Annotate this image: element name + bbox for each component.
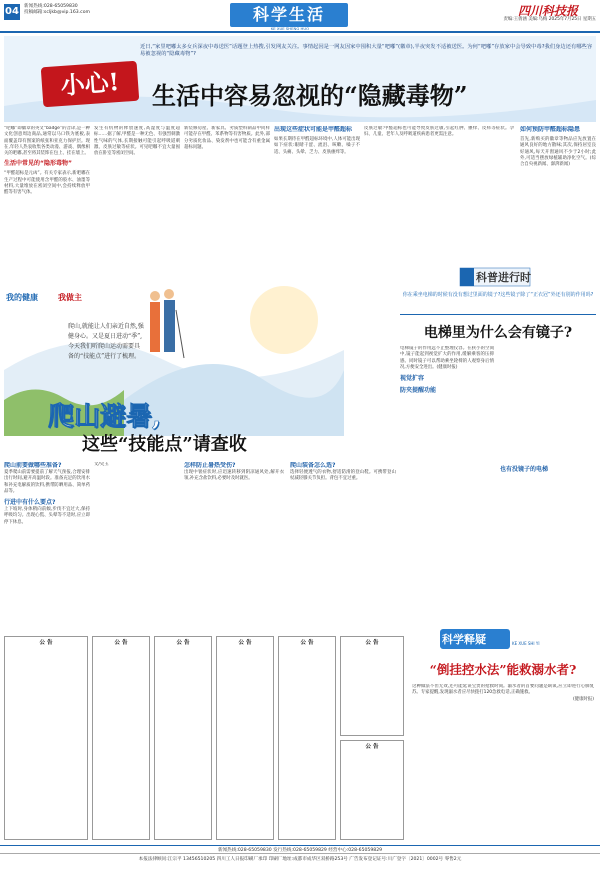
warning-badge: 小心!: [41, 61, 140, 108]
news-hotline: 新闻热线:028-65059830: [24, 4, 78, 9]
science-explain-body: [412, 684, 594, 794]
subhead-heat: 怎样防止暑热受伤?: [184, 462, 236, 469]
hiking-title: 爬山避暑,: [48, 402, 162, 432]
lead-column-3: [184, 126, 270, 276]
notice-title: 公 告: [39, 640, 53, 646]
notice-title: 公 告: [176, 640, 190, 646]
lead-text: 新装修房屋、新家具、劣质塑料制品中同样可能存在甲醛、苯系物等有害物质。此外,部分劣质化妆品、染发剂中也可能含有重金属超标问题。: [184, 126, 270, 150]
elevator-column-2: [500, 346, 596, 618]
science-explain-headline: “倒挂控水法”能救溺水者?: [429, 662, 577, 677]
elevator-text: 电梯镜子的作用远不止整理仪容。在狭小的空间中,镜子能起到视觉扩大的作用,缓解乘客的压抑感。同时镜子可以帮助乘坐轮椅的人观察身后情况,方便安全进出。(健康时报): [400, 346, 494, 370]
science-progress-headline: 电梯里为什么会有镜子?: [423, 325, 573, 341]
divider: [400, 314, 596, 315]
hiking-text: 选择轻便透气的衣物,舒适防滑的登山鞋。可携带登山杖减轻膝关节负担。背包不宜过重。: [290, 470, 396, 482]
lead-text: “吧嘟”即徽章的英文“badge”的音译,是一种文化创意周边商品,通常以马口铁为底板,表面覆盖印有图案的纸张和亚克力保护层。现在,年轻人热衷收集各类动漫、游戏、偶像相关的吧嘟,甚至将其装饰在包上、挂在墙上。: [4, 126, 90, 157]
paper-name: 四川科技报: [518, 4, 579, 18]
hiking-column-1: [4, 462, 90, 632]
lead-headline: 生活中容易忽视的“隐藏毒物”: [152, 81, 468, 110]
science-explain-source: (健康时报): [573, 696, 594, 702]
notice-title: 公 告: [114, 640, 128, 646]
science-progress-dek: 你在乘坐电梯的时候有没有想过里面的镜子?这些镜子除了“正衣冠”外还有别的作用吗?: [402, 292, 594, 298]
footer-divider: [0, 853, 600, 854]
page-number: 04: [4, 4, 20, 20]
notice-title: 公 告: [238, 640, 252, 646]
hiking-text: 夏季爬山前需要提前了解天气预报,合理安排出行时间,避开高温时段。准备充足的饮用水和补充电解质的饮料,携带防晒用品、简单药品等。: [4, 470, 90, 494]
science-explain-label-en: KE XUE SHI YI: [512, 641, 540, 646]
science-explain-text: 这种做法不但无效,还可能延误宝贵的抢救时间。溺水者的首要问题是缺氧,应立即进行心肺复苏。专家提醒,发现溺水者应尽快拨打120急救电话,正确施救。: [412, 684, 594, 696]
subhead-visual: 视觉扩容: [400, 375, 425, 383]
lead-column-4: [274, 126, 360, 260]
hiking-column-2: [94, 462, 180, 632]
section-title: 科学生活: [252, 5, 325, 24]
science-progress-label: 科普进行时: [476, 271, 531, 284]
column-label-i-decide: 我做主: [58, 292, 82, 302]
hiking-subtitle: 这些“技能点”请查收: [82, 434, 247, 455]
notice-title: 公 告: [365, 744, 379, 750]
lead-text: 皮肤过敏:甲醛超标也可能导致皮肤过敏,引起红肿、瘙痒、皮疹等症状。孕妇、儿童、老年人及呼吸道疾病患者更需注意。: [364, 126, 514, 138]
notice-box: [278, 636, 336, 840]
lead-text: 如果长期待在甲醛超标环境中,人体可能出现如下症状:眼睛干涩、流泪、咳嗽、嗓子不适、头痛、头晕、乏力、皮肤瘙痒等。: [274, 137, 360, 155]
notice-box: [154, 636, 212, 840]
notice-title: 公 告: [300, 640, 314, 646]
lead-column-1: [4, 126, 90, 276]
footer-legal: 本报法律顾问:江宗平 13456510205 四川工人日报印刷厂承印 印刷厂地址:成都市成华区双桥路253号 广告发布登记证号:川广登字〔2021〕0002号 零售2元: [138, 857, 462, 862]
subhead-gear: 爬山装备怎么选?: [290, 462, 336, 469]
editor-line: 责编:王倩涵 美编:乌梅 2025年7月25日 星期五: [503, 17, 596, 22]
footer-rule: [0, 845, 600, 846]
hiking-column-3: [184, 462, 284, 632]
masthead-rule: [0, 31, 600, 33]
science-explain-banner: [410, 628, 596, 652]
hiking-byline: 文/史玉: [94, 462, 109, 467]
hiking-text: 出现中暑症状时,应迅速转移到阴凉通风处,解开衣领,补充含盐饮料,必要时及时就医。: [184, 470, 284, 482]
column-label-my-health: 我的健康: [6, 292, 38, 302]
submission-email: 投稿邮箱:scljkb@vip.163.com: [24, 10, 90, 15]
subhead-hidden-poisons: 生活中常见的“隐形毒物”: [4, 160, 72, 168]
notice-box: [4, 636, 88, 840]
section-subtitle: KE XUE SHENG HUO: [270, 26, 310, 31]
subhead-on-the-way: 行进中有什么要点?: [4, 499, 56, 507]
lead-intro: 近日,“家里吧嘟太多女兵深夜中毒送医”话题登上热搜,引发网友关注。事情起因是一网友因家中囤积大量“吧嘟”(徽章),半夜突发不适被送医。为何“吧嘟”存放家中会导致中毒?我们身边还有哪些容易被忽视的“隐藏毒物”?: [140, 44, 593, 58]
elevator-column-1: [400, 346, 494, 618]
lead-column-5: [364, 126, 514, 260]
hiking-column-4: [290, 462, 396, 632]
lead-column-2: [94, 126, 180, 276]
science-explain-label: 科学释疑: [442, 633, 486, 646]
notice-box: [340, 740, 404, 840]
subhead-formaldehyde-symptoms: 出现这些症状可能是甲醛超标: [274, 126, 353, 133]
notice-box: [340, 636, 404, 736]
hiking-intro: 爬山,就能让人们亲近自然,强健身心。又是夏日进动“季”,今天我们听爬山运动需要具备的“技能点”进行了梳理。: [68, 323, 144, 360]
notice-title: 公 告: [365, 640, 379, 646]
lead-text: 首先,新购买的徽章等物品应先放置在通风良好的地方散味;其次,保持居室良好通风,每天开窗通风不少于2小时;此外,可适当摆放绿植辅助净化空气。(综合自央视新闻、澎湃新闻): [520, 137, 596, 168]
footer-hotlines: 新闻热线:028-65059830 发行热线:028-65059829 经营中心:028-65059829: [217, 848, 383, 853]
subhead-prevention: 如何预防甲醛超标隐患: [520, 126, 581, 133]
subhead-no-mirror: 也有没镜子的电梯: [500, 466, 549, 473]
lead-text: “甲醛超标是元凶”。有关专家表示,新吧嘟在生产过程中可能使用含甲醛的胶水、油墨等材料,大量堆放在密闭空间中,会持续释放甲醛等有害气体。: [4, 171, 90, 196]
notice-box: [216, 636, 274, 840]
subhead-prep: 爬山前要做哪些准备?: [4, 462, 62, 469]
notice-box: [92, 636, 150, 840]
lead-column-6: [520, 126, 596, 260]
lead-text: 发生有机物的释放速度,高湿度与温度超标……据了解,甲醛是一种无色、有强烈刺激性气味的气体,长期接触可能引起呼吸道刺激、皮肤过敏等症状。可见吧嘟不宜大量囤放在卧室等密闭空间。: [94, 126, 180, 157]
hiking-text: 上下坡时,身体稍向前倾,步伐不宜过大,保持呼吸均匀。出现心慌、头晕等不适时,应立即停下休息。: [4, 507, 90, 525]
subhead-anti-pinch: 防夹提醒功能: [400, 387, 437, 395]
masthead-contacts: [24, 4, 90, 16]
